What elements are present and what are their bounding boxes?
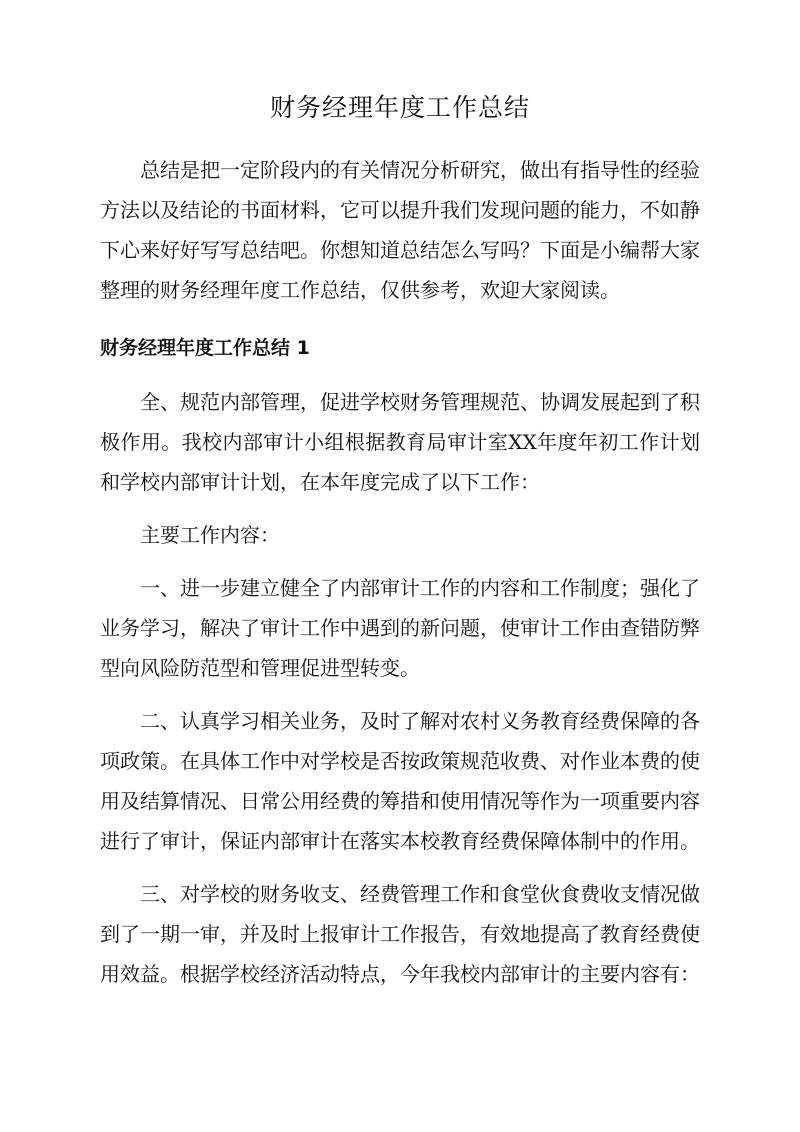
body-paragraph: 主要工作内容： <box>140 523 280 547</box>
intro-paragraph: 总结是把一定阶段内的有关情况分析研究，做出有指导性的经验方法以及结论的书面材料，它可以提升我们发现问题的能力，不如静下心来好好写写总结吧。你想知道总结怎么写吗？下面是小编帮大家整理的财务经理年度工作总结，仅供参考，欢迎大家阅读。 <box>100 158 700 302</box>
section-heading: 财务经理年度工作总结 1 <box>100 337 310 359</box>
body-paragraph: 全、规范内部管理，促进学校财务管理规范、协调发展起到了积极作用。我校内部审计小组根据教育局审计室XX年度年初工作计划和学校内部审计计划，在本年度完成了以下工作： <box>100 390 700 494</box>
body-paragraph: 一、进一步建立健全了内部审计工作的内容和工作制度；强化了业务学习，解决了审计工作中遇到的新问题，使审计工作由查错防弊型向风险防范型和管理促进型转变。 <box>100 576 700 680</box>
body-paragraph: 三、对学校的财务收支、经费管理工作和食堂伙食费收支情况做到了一期一审，并及时上报审计工作报告，有效地提高了教育经费使用效益。根据学校经济活动特点，今年我校内部审计的主要内容有： <box>100 882 700 986</box>
document-title: 财务经理年度工作总结 <box>269 93 530 122</box>
body-paragraph: 二、认真学习相关业务，及时了解对农村义务教育经费保障的各项政策。在具体工作中对学校是否按政策规范收费、对作业本费的使用及结算情况、日常公用经费的筹措和使用情况等作为一项重要内容进行了审计，保证内部审计在落实本校教育经费保障体制中的作用。 <box>100 709 700 853</box>
